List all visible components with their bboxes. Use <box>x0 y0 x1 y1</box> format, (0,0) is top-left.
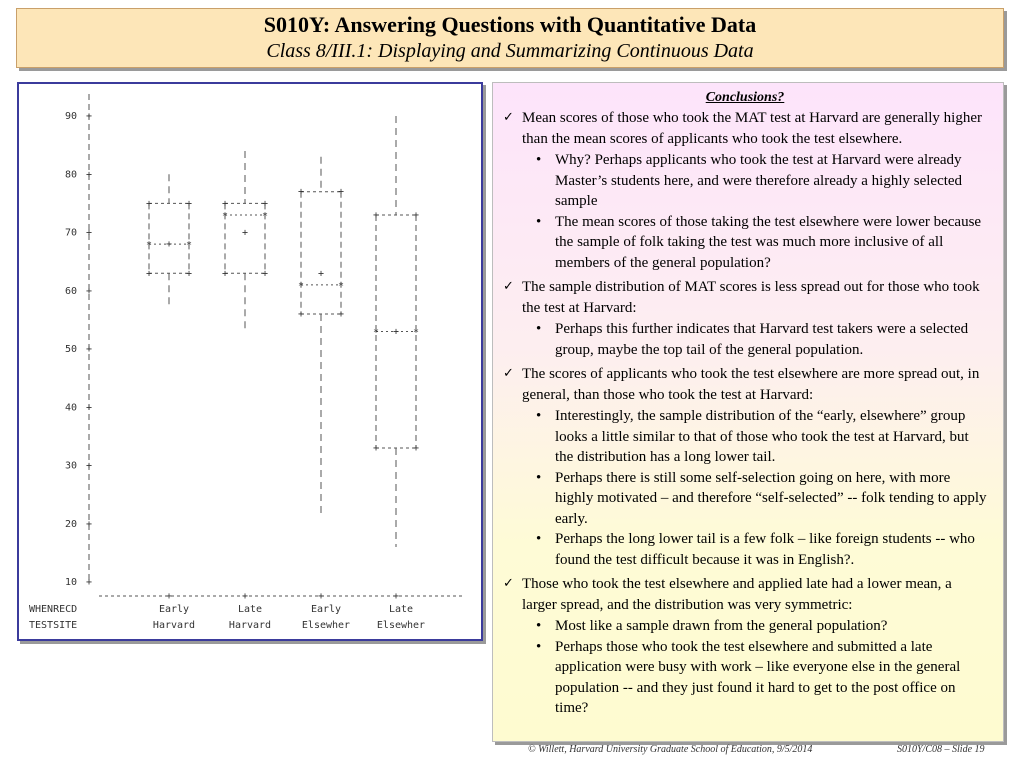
conclusions-heading: Conclusions? <box>705 90 785 105</box>
median-marker: * <box>221 211 229 223</box>
mean-marker: + <box>165 239 173 251</box>
checkmark-icon: ✓ <box>503 366 514 381</box>
checkmark-icon: ✓ <box>503 279 514 294</box>
slide-title: S010Y: Answering Questions with Quantitative Data <box>263 12 757 37</box>
subpoint-text: Perhaps this further indicates that Harvard test takers were a selected group, maybe the top tail of the general population. <box>555 321 969 358</box>
y-tick-label: 40 <box>64 402 77 414</box>
conclusion-point <box>503 277 987 360</box>
conclusion-subpoint <box>522 468 987 530</box>
conclusion-text: Those who took the test elsewhere and applied late had a lower mean, a larger spread, and the distribution was very symmetric: <box>522 576 952 613</box>
conclusion-point <box>503 108 987 273</box>
x-category-label: Elsewher <box>376 620 426 631</box>
bullet-icon: • <box>536 321 542 337</box>
mean-marker: + <box>317 268 325 280</box>
copyright-footer: © Willett, Harvard University Graduate School of Education, 9/5/2014 <box>528 744 813 755</box>
median-marker: * <box>261 211 269 223</box>
subpoint-text: Perhaps the long lower tail is a few folk – like foreign students -- who found the test difficult because it was in English?. <box>555 531 975 568</box>
conclusion-subpoint <box>522 616 987 637</box>
y-tick-label: 20 <box>64 518 77 530</box>
box-corner: + <box>297 309 305 321</box>
y-tick-label: 90 <box>64 111 77 122</box>
conclusion-subpoint <box>522 212 987 274</box>
subpoint-text: Why? Perhaps applicants who took the test at Harvard were already Master’s students here, and were therefore already a highly selected sample <box>555 152 963 209</box>
conclusion-text: The sample distribution of MAT scores is less spread out for those who took the test at Harvard: <box>522 279 980 316</box>
box-corner: + <box>185 268 193 280</box>
slide-subtitle: Class 8/III.1: Displaying and Summarizing Continuous Data <box>266 40 754 62</box>
box-corner: + <box>145 268 153 280</box>
conclusion-subpoint <box>522 637 987 719</box>
conclusions-list <box>503 108 987 719</box>
y-tick-label: 60 <box>64 285 77 297</box>
mean-marker: + <box>241 227 249 239</box>
subpoint-text: Perhaps there is still some self-selection going on here, with more highly motivated – and therefore “self-selected” -- folk tending to apply early. <box>555 469 987 527</box>
mean-marker: + <box>392 326 400 338</box>
box-corner: + <box>221 268 229 280</box>
median-marker: * <box>145 240 153 252</box>
bullet-icon: • <box>536 213 542 230</box>
median-marker: * <box>297 280 305 292</box>
conclusion-point <box>503 574 987 719</box>
median-marker: * <box>337 280 345 292</box>
y-tick-mark: + <box>85 460 93 472</box>
x-category-label: Late <box>237 604 263 615</box>
bullet-icon: • <box>536 469 542 486</box>
box-corner: + <box>412 443 420 455</box>
x-row-label: WHENRECD <box>29 604 78 615</box>
checkmark-icon: ✓ <box>503 110 514 125</box>
x-tick-mark: + <box>165 591 173 602</box>
x-category-label: Elsewher <box>301 620 351 631</box>
y-tick-label: 70 <box>64 227 77 239</box>
box-corner: + <box>337 186 345 198</box>
bullet-icon: • <box>536 638 542 655</box>
slide-number: S010Y/C08 – Slide 19 <box>897 744 985 755</box>
box-corner: + <box>372 443 380 455</box>
x-tick-mark: + <box>392 591 400 602</box>
conclusions-panel <box>492 82 1004 742</box>
box-corner: + <box>145 198 153 210</box>
y-tick-label: 10 <box>64 577 77 588</box>
boxplot-panel <box>17 82 483 641</box>
y-tick-mark: + <box>85 285 93 297</box>
checkmark-icon: ✓ <box>503 576 514 591</box>
y-tick-mark: + <box>85 111 93 122</box>
x-category-label: Early <box>158 604 190 615</box>
bullet-icon: • <box>536 618 542 634</box>
conclusion-text: Mean scores of those who took the MAT test at Harvard are generally higher than the mean scores of applicants who took the test elsewhere. <box>522 110 982 147</box>
x-category-label: Late <box>388 604 414 615</box>
conclusion-point <box>503 364 987 570</box>
slide-title-box <box>16 8 1004 68</box>
bullet-icon: • <box>536 531 542 547</box>
y-tick-label: 30 <box>64 460 77 472</box>
y-tick-mark: + <box>85 227 93 239</box>
box-corner: + <box>261 268 269 280</box>
subpoint-text: Most like a sample drawn from the general population? <box>555 618 888 634</box>
x-tick-mark: + <box>241 591 249 602</box>
conclusion-subpoint <box>522 406 987 468</box>
conclusion-subpoint <box>522 319 987 360</box>
subpoint-text: The mean scores of those taking the test elsewhere were lower because the sample of folk taking the test was much more inclusive of all members of the general population? <box>555 213 982 271</box>
conclusion-subpoint <box>522 150 987 212</box>
box-corner: + <box>337 309 345 321</box>
box-corner: + <box>261 198 269 210</box>
x-category-label: Harvard <box>152 620 196 631</box>
box-corner: + <box>412 210 420 222</box>
median-marker: * <box>185 240 193 252</box>
x-row-label: TESTSITE <box>29 620 78 631</box>
y-tick-mark: + <box>85 402 93 414</box>
x-category-label: Early <box>310 604 342 615</box>
y-tick-mark: + <box>85 518 93 530</box>
y-tick-mark: + <box>85 344 93 355</box>
bullet-icon: • <box>536 152 542 168</box>
boxplot-chart <box>19 84 481 639</box>
x-category-label: Harvard <box>228 620 272 631</box>
box-corner: + <box>297 186 305 198</box>
x-tick-mark: + <box>317 591 325 602</box>
box-corner: + <box>185 198 193 210</box>
y-tick-mark: + <box>85 169 93 181</box>
y-tick-label: 80 <box>64 169 77 181</box>
median-marker: * <box>412 327 420 339</box>
median-marker: * <box>372 327 380 339</box>
subpoint-text: Interestingly, the sample distribution of the “early, elsewhere” group looks a little similar to that of those who took the test at Harvard, but the distribution has a long lower tail. <box>555 408 969 465</box>
subpoint-text: Perhaps those who took the test elsewhere and submitted a late application were busy with work – like everyone else in the general population -- and they just found it hard to get to the post office on time? <box>555 638 961 716</box>
bullet-icon: • <box>536 408 542 424</box>
box-corner: + <box>221 198 229 210</box>
y-tick-mark: + <box>85 577 93 588</box>
conclusion-subpoint <box>522 529 987 570</box>
y-tick-label: 50 <box>64 344 77 355</box>
conclusion-text: The scores of applicants who took the test elsewhere are more spread out, in general, than those who took the test at Harvard: <box>522 366 980 403</box>
box-corner: + <box>372 210 380 222</box>
